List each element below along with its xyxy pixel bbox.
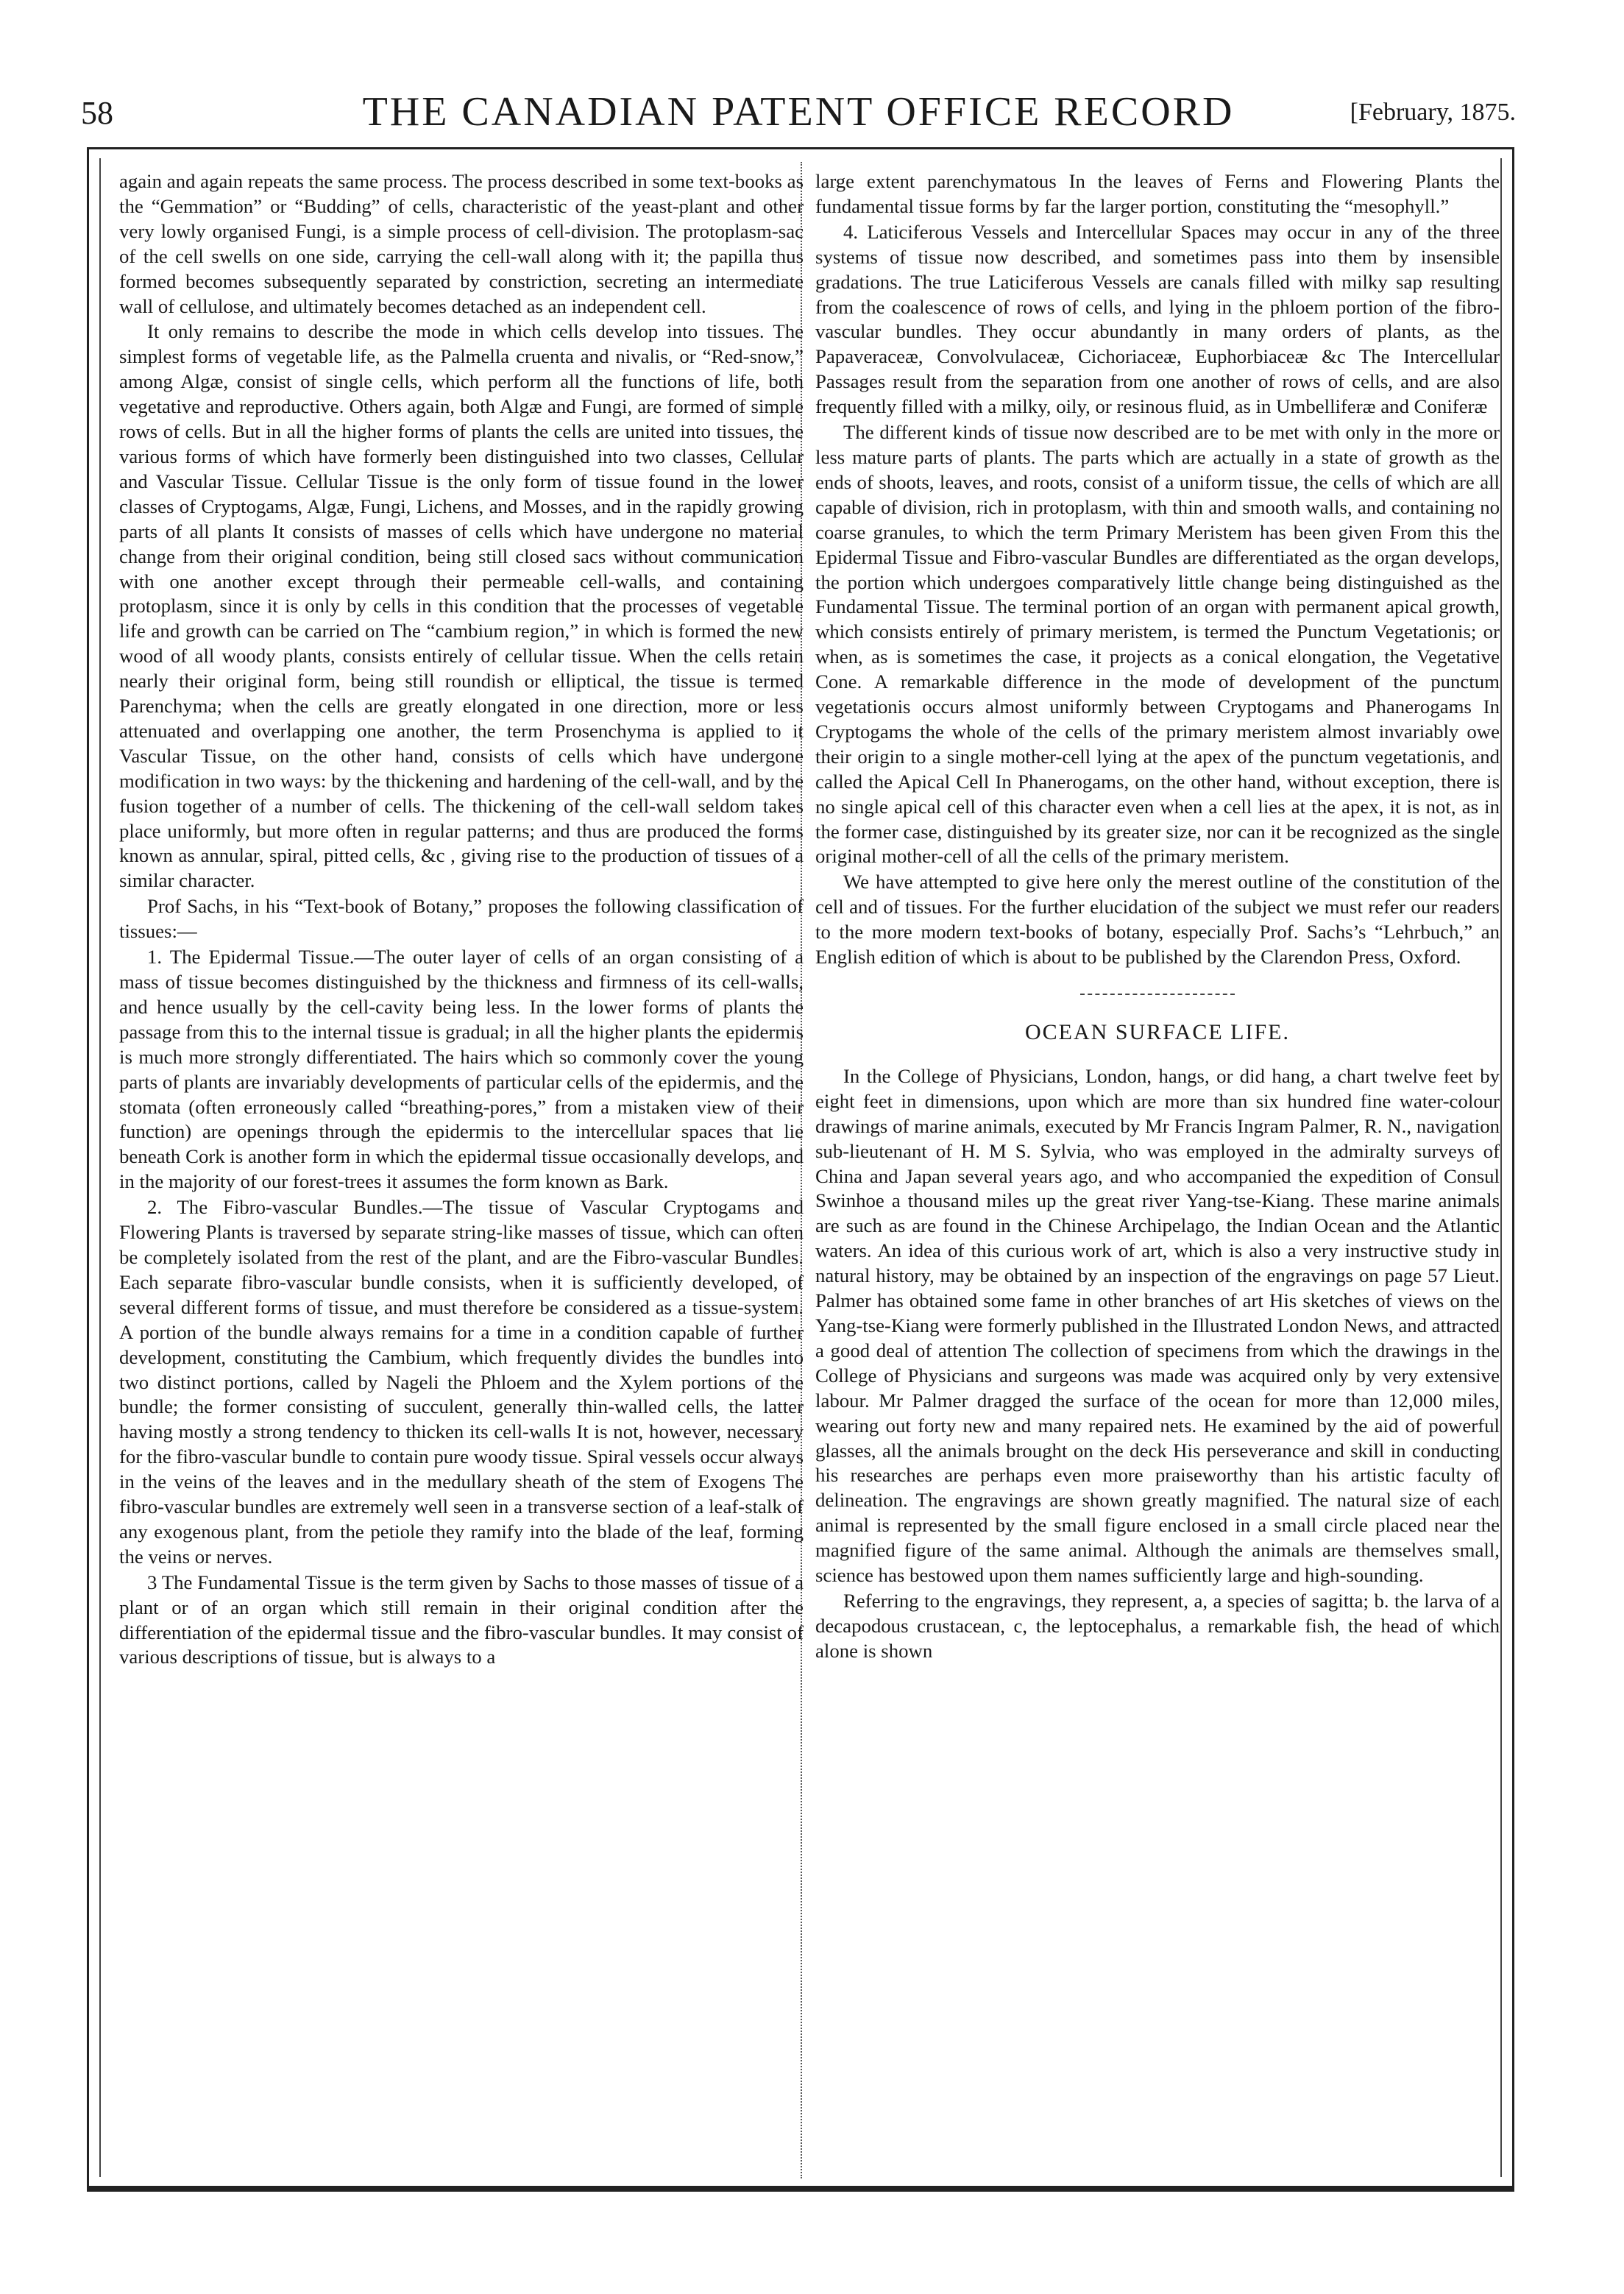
article-title: OCEAN SURFACE LIFE. <box>1025 1020 1290 1044</box>
left-column <box>119 169 804 2171</box>
paragraph: 4. Laticiferous Vessels and Intercellular Spaces may occur in any of the three systems of tissue now described, and sometimes pass into them by insensible gradations. The true Laticiferous Vessels are canals filled with milky sap resulting from the coalescence of rows of cells, and lying in the phloem portion of the fibro-vascular bundles. They occur abundantly in many orders of plants, as the Papaveraceæ, Convolvulaceæ, Cichoriaceæ, Euphorbiaceæ &c The Intercellular Passages result from the separation from one another of rows of cells, and are also frequently filled with a milky, oily, or resinous fluid, as in Umbelliferæ and Coniferæ <box>815 220 1500 418</box>
paragraph: It only remains to describe the mode in which cells develop into tissues. The simplest forms of vegetable life, as the Palmella cruenta and nivalis, or “Red-snow,” among Algæ, consist of single cells, which perform all the functions of life, both vegetative and reproductive. Others again, both Algæ and Fungi, are formed of simple rows of cells. But in all the higher forms of plants the cells are united into tissues, the various forms of which have formerly been distinguished into two classes, Cellular and Vascular Tissue. Cellular Tissue is the only form of tissue found in the lower classes of Cryptogams, Algæ, Fungi, Lichens, and Mosses, and in the rapidly growing parts of all plants It consists of masses of cells which have undergone no material change from their original condition, being still closed sacs without communication with one another except through their permeable cell-walls, and containing protoplasm, since it is only by cells in this condition that the processes of vegetable life and growth can be carried on The “cambium region,” in which is formed the new wood of all woody plants, consists entirely of cellular tissue. When the cells retain nearly their original form, being still roundish or elliptical, the tissue is termed Parenchyma; when the cells are greatly elongated in one direction, more or less attenuated and overlapping one another, the term Prosenchyma is applied to it Vascular Tissue, on the other hand, consists of cells which have undergone modification in two ways: by the thickening and hardening of the cell-wall, and by the fusion together of a number of cells. The thickening of the cell-wall seldom takes place uniformly, but more often in regular patterns; and thus are produced the forms known as annular, spiral, pitted cells, &c , giving rise to the production of tissues of a similar character. <box>119 320 804 892</box>
page-header <box>81 88 1516 147</box>
paragraph: 3 The Fundamental Tissue is the term given by Sachs to those masses of tissue of a plant or of an organ which still remain in their original condition after the differentiation of the epidermal tissue and the fibro-vascular bundles. It may consist of various descriptions of tissue, but is always to a <box>119 1571 804 1668</box>
issue-date: [February, 1875. <box>1350 99 1516 126</box>
paragraph: In the College of Physicians, London, hangs, or did hang, a chart twelve feet by eight feet in dimensions, upon which are more than six hundred fine water-colour drawings of marine animals, executed by Mr Francis Ingram Palmer, R. N., navigation sub-lieutenant of H. M S. Sylvia, who was employed in the admiralty surveys of China and Japan several years ago, and who accompanied the expedition of Consul Swinhoe a thousand miles up the great river Yang-tse-Kiang. These marine animals are such as are found in the Chinese Archipelago, the Indian Ocean and the Atlantic waters. An idea of this curious work of art, which is also a very instructive study in natural history, may be obtained by an inspection of the engravings on page 57 Lieut. Palmer has obtained some fame in other branches of art His sketches of views on the Yang-tse-Kiang were formerly published in the Illustrated London News, and attracted a good deal of attention The collection of specimens from which the drawings in the College of Physicians and surgeons was made was acquired only by very extensive labour. Mr Palmer dragged the surface of the ocean for more than 12,000 miles, wearing out forty new and many repaired nets. He examined by the aid of powerful glasses, all the animals brought on the deck His perseverance and skill in conducting his researches are perhaps even more praiseworthy than his artistic faculty of delineation. The engravings are shown greatly magnified. The natural size of each animal is represented by the small figure enclosed in a small circle placed near the magnified figure of the same animal. Although the animals are themselves small, science has bestowed upon them names sufficiently large and high-sounding. <box>815 1064 1500 1587</box>
paragraph: 1. The Epidermal Tissue.—The outer layer of cells of an organ consisting of a mass of tissue becomes distinguished by the thickness and firmness of its cell-walls, and hence usually by the cell-cavity being less. In the lower forms of plants the passage from this to the internal tissue is gradual; in all the higher plants the epidermis is much more strongly differentiated. The hairs which so commonly cover the young parts of plants are invariably developments of particular cells of the epidermis, and the stomata (often erroneously called “breathing-pores,” from a mistaken view of their function) are openings through the epidermis to the intercellular spaces that lie beneath Cork is another form in which the epidermal tissue occasionally develops, and in the majority of our forest-trees it assumes the form known as Bark. <box>119 946 804 1193</box>
journal-title: THE CANADIAN PATENT OFFICE RECORD <box>362 89 1235 135</box>
paragraph: 2. The Fibro-vascular Bundles.—The tissue of Vascular Cryptogams and Flowering Plants is traversed by separate string-like masses of tissue, which can often be completely isolated from the rest of the plant, and are the Fibro-vascular Bundles. Each separate fibro-vascular bundle consists, when it is sufficiently developed, of several different forms of tissue, and must therefore be considered as a tissue-system. A portion of the bundle always remains for a time in a condition capable of further development, constituting the Cambium, which frequently divides the bundles into two distinct portions, called by Nageli the Phloem and the Xylem portions of the bundle; the former consisting of succulent, generally thin-walled cells, the latter having mostly a strong tendency to thicken its cell-walls It is not, however, necessary for the fibro-vascular bundle to contain pure woody tissue. Spiral vessels occur always in the veins of the leaves and in the medullary sheath of the stem of Exogens The fibro-vascular bundles are extremely well seen in a transverse section of a leaf-stalk of any exogenous plant, from the petiole they ramify into the blade of the leaf, forming the veins or nerves. <box>119 1196 804 1568</box>
paragraph: Referring to the engravings, they represent, a, a species of sagitta; b. the larva of a decapodous crustacean, c, the leptocephalus, a remarkable fish, the head of which alone is shown <box>815 1589 1500 1662</box>
paragraph: The different kinds of tissue now described are to be met with only in the more or less mature parts of plants. The parts which are actually in a state of growth as the ends of shoots, leaves, and roots, consist of a uniform tissue, the cells of which are all capable of division, rich in protoplasm, with thin and smooth walls, and containing no coarse granules, to which the term Primary Meristem has been given From this the Epidermal Tissue and Fibro-vascular Bundles are differentiated as the organ develops, the portion which undergoes comparatively little change being distinguished as the Fundamental Tissue. The terminal portion of an organ with permanent apical growth, which consists entirely of primary meristem, is termed the Punctum Vegetationis; or when, as is sometimes the case, it projects as a conical elongation, the Vegetative Cone. A remarkable difference in the mode of development of the punctum vegetationis occurs almost uniformly between Cryptogams and Phanerogams In Cryptogams the whole of the cells of the primary meristem almost invariably owe their origin to a single mother-cell lying at the apex of the punctum vegetationis, and called the Apical Cell In Phanerogams, on the other hand, without exception, there is no single apical cell of this character even when a cell lies at the apex, it is not, as in the former case, distinguished by its greater size, nor can it be recognized as the single original mother-cell of all the cells of the primary meristem. <box>815 421 1500 868</box>
page-number: 58 <box>81 95 113 131</box>
paragraph: large extent parenchymatous In the leaves of Ferns and Flowering Plants the fundamental tissue forms by far the larger portion, constituting the “mesophyll.” <box>815 170 1500 217</box>
right-column <box>815 169 1500 2171</box>
paragraph: We have attempted to give here only the merest outline of the constitution of the cell and of tissues. For the further elucidation of the subject we must refer our readers to the more modern text-books of botany, especially Prof. Sachs’s “Lehrbuch,” an English edition of which is about to be published by the Clarendon Press, Oxford. <box>815 871 1500 969</box>
section-divider <box>1080 994 1235 995</box>
paragraph: Prof Sachs, in his “Text-book of Botany,” proposes the following classification of tissues:— <box>119 895 804 943</box>
paragraph: again and again repeats the same process. The process described in some text-books as the “Gemmation” or “Budding” of cells, characteristic of the yeast-plant and other very lowly organised Fungi, is a simple process of cell-division. The protoplasm-sac of the cell swells on one side, carrying the cell-wall along with it; the papilla thus formed becomes subsequently separated by constriction, secreting an intermediate wall of cellulose, and ultimately becomes detached as an independent cell. <box>119 170 804 317</box>
